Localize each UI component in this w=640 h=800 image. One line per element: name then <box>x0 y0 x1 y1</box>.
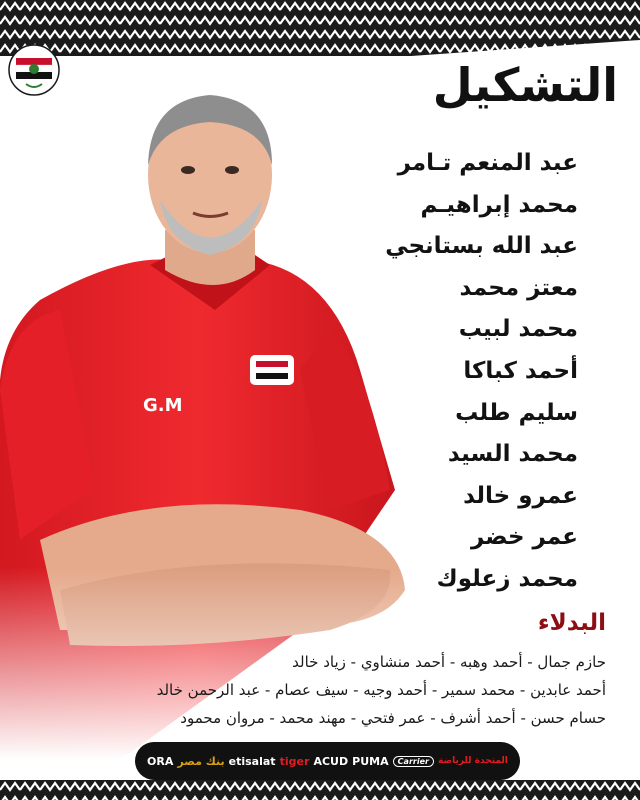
page-title: التشكيل <box>432 58 618 112</box>
player-name: محمد زعلوك <box>436 565 578 592</box>
lineup-list <box>278 143 578 601</box>
subs-line: حسام حسن - أحمد أشرف - عمر فتحي - مهند محمد - مروان محمود <box>180 709 606 727</box>
sponsor-logo-etisalat: etisalat <box>228 754 276 768</box>
shirt-initials: G.M <box>143 395 183 416</box>
player-name: معتز محمد <box>459 274 578 301</box>
bottom-zigzag-pattern <box>0 780 640 800</box>
player-name: محمد السيد <box>447 441 578 468</box>
sponsor-logo-united-sports: المتحدة للرياضة <box>438 756 508 766</box>
player-name: عبد المنعم تـامر <box>397 150 578 176</box>
sponsor-logo-tiger: tiger <box>279 754 310 768</box>
sponsor-logo-acud: ACUD <box>313 754 349 768</box>
player-name: عبد الله بستانجي <box>385 233 578 260</box>
sponsor-bar <box>135 742 520 780</box>
subs-list <box>146 648 606 732</box>
sponsor-logo-banque-misr: بنك مصر <box>177 754 225 768</box>
player-name: عمر خضر <box>471 524 578 551</box>
player-name: محمد لبيب <box>458 316 578 343</box>
player-name: أحمد كباكا <box>463 357 578 384</box>
subs-line: حازم جمال - أحمد وهبه - أحمد منشاوي - زياد خالد <box>292 653 606 671</box>
player-name: عمرو خالد <box>463 482 578 509</box>
subs-line: أحمد عابدين - محمد سمير - أحمد وجيه - سيف عصام - عبد الرحمن خالد <box>156 681 606 699</box>
sponsor-logo-carrier: Carrier <box>393 756 434 767</box>
player-name: سليم طلب <box>455 399 578 426</box>
sponsor-logo-puma: PUMA <box>352 754 389 768</box>
player-name: محمد إبراهيـم <box>420 191 578 218</box>
sponsor-logo-ora: ORA <box>147 754 174 768</box>
subs-heading: البدلاء <box>537 610 606 636</box>
